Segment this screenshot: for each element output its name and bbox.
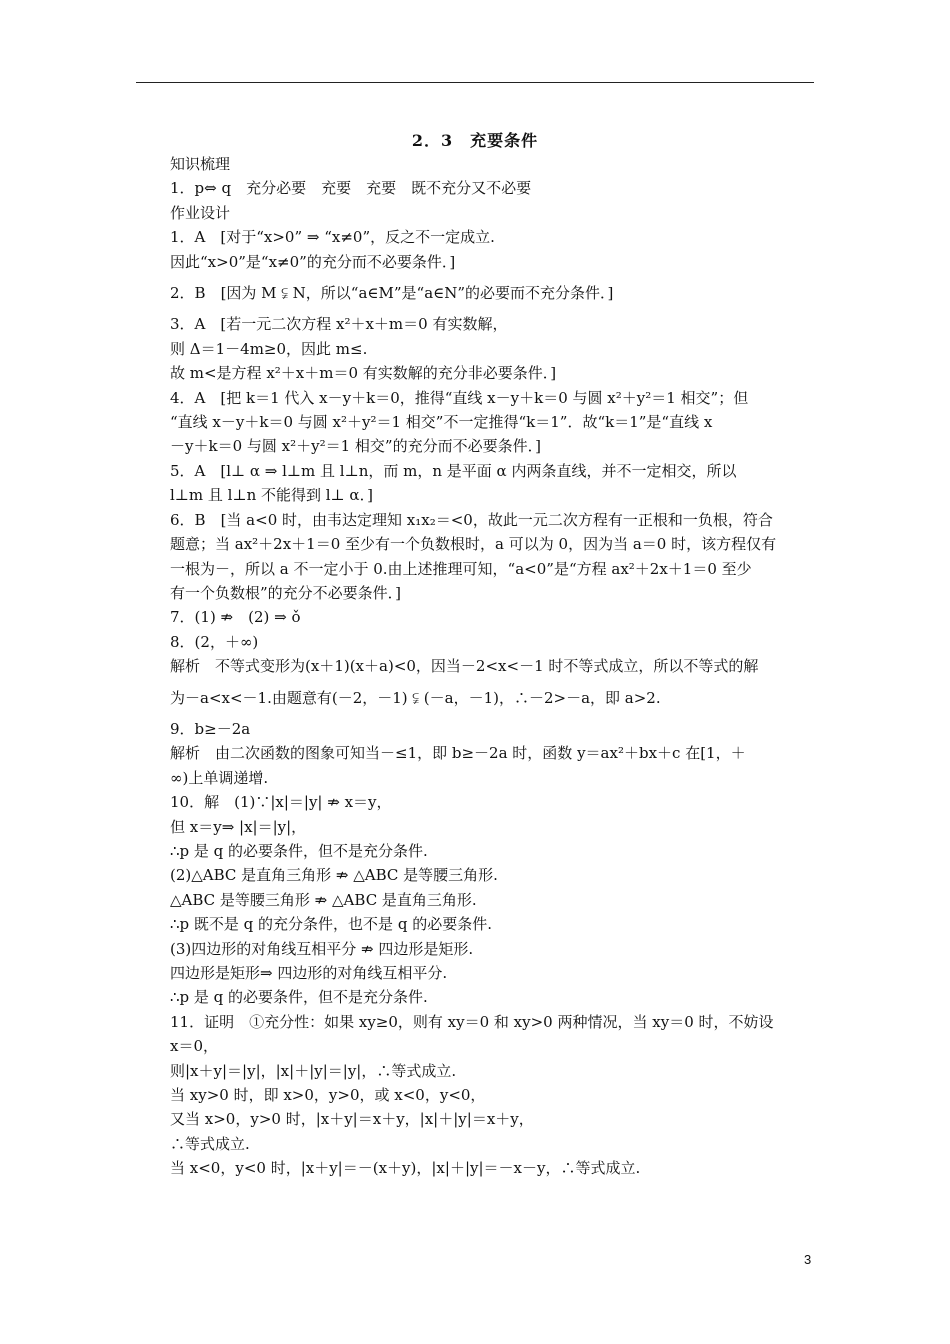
text-line: 9．b≥－2a (170, 719, 251, 738)
text-line: 因此“x>0”是“x≠0”的充分而不必要条件．] (170, 252, 456, 271)
text-line: 7．(1) ⇏ (2) ⇒ ǒ (170, 608, 301, 627)
section-title: 2．3 充要条件 (411, 131, 539, 150)
text-line: 8．(2，＋∞) (170, 632, 259, 651)
text-line: 解析 由二次函数的图象可知当－≤1，即 b≥－2a 时，函数 y＝ax²＋bx＋c 在[1，＋ (170, 744, 746, 763)
text-line: 则 Δ＝1－4m≥0，因此 m≤. (170, 339, 368, 358)
text-line: x＝0， (170, 1037, 219, 1056)
text-line: 1．p⇔ q 充分必要 充要 充要 既不充分又不必要 (170, 179, 532, 198)
text-line: －y＋k＝0 与圆 x²＋y²＝1 相交”的充分而不必要条件．] (170, 437, 541, 456)
text-line: 5．A [l⊥ α ⇒ l⊥m 且 l⊥n，而 m，n 是平面 α 内两条直线，并不一定相交，所以 (170, 461, 737, 480)
text-line: 解析 不等式变形为(x＋1)(x＋a)<0，因当－2<x<－1 时不等式成立，所以不等式的解 (170, 657, 759, 676)
text-line: 10．解 (1)∵|x|＝|y| ⇏ x＝y， (170, 793, 392, 812)
text-line: △ABC 是等腰三角形 ⇏ △ABC 是直角三角形. (170, 890, 477, 909)
text-line: 当 xy>0 时，即 x>0，y>0，或 x<0，y<0， (170, 1086, 486, 1105)
text-line: l⊥m 且 l⊥n 不能得到 l⊥ α．] (170, 486, 373, 505)
text-line: 则|x＋y|＝|y|，|x|＋|y|＝|y|，∴等式成立. (170, 1061, 457, 1080)
text-line: 又当 x>0，y>0 时，|x＋y|＝x＋y，|x|＋|y|＝x＋y， (170, 1110, 534, 1129)
text-line: 故 m<是方程 x²＋x＋m＝0 有实数解的充分非必要条件．] (170, 364, 557, 383)
text-line: ∴p 既不是 q 的充分条件，也不是 q 的必要条件. (170, 915, 492, 934)
text-line: 3．A [若一元二次方程 x²＋x＋m＝0 有实数解， (170, 315, 508, 334)
page-number: 3 (804, 1252, 812, 1267)
text-line: 一根为－，所以 a 不一定小于 0.由上述推理可知，“a<0”是“方程 ax²＋2x＋1＝0 至少 (170, 559, 752, 578)
text-line: 有一个负数根”的充分不必要条件．] (170, 583, 402, 602)
header-rule (136, 82, 814, 83)
text-line: 作业设计 (170, 203, 231, 222)
text-line: 4．A [把 k＝1 代入 x－y＋k＝0，推得“直线 x－y＋k＝0 与圆 x²＋y²＝1 相交”；但 (170, 388, 749, 407)
text-line: 知识梳理 (170, 155, 231, 173)
text-line: ∞)上单调递增. (170, 768, 269, 787)
text-line: 但 x＝y⇒ |x|＝|y|， (170, 817, 307, 836)
text-line: ∴p 是 q 的必要条件，但不是充分条件. (170, 988, 428, 1007)
text-line: 当 x<0，y<0 时，|x＋y|＝－(x＋y)，|x|＋|y|＝－x－y，∴等式成立. (170, 1159, 641, 1178)
text-line: 1．A [对于“x>0” ⇒ “x≠0”，反之不一定成立. (170, 228, 495, 247)
text-line: 四边形是矩形⇒ 四边形的对角线互相平分. (170, 964, 448, 982)
text-line: ∴等式成立. (170, 1134, 250, 1153)
text-line: 为－a<x<－1.由题意有(－2，－1) ⫋ (－a，－1)，∴－2>－a，即 a>2. (170, 688, 661, 707)
answer-body (170, 152, 818, 1181)
text-line: 2．B [因为 M ⫋ N，所以“a∈M”是“a∈N”的必要而不充分条件．] (170, 284, 614, 303)
text-line: 题意；当 ax²＋2x＋1＝0 至少有一个负数根时，a 可以为 0，因为当 a＝0 时，该方程仅有 (170, 535, 777, 554)
text-line: “直线 x－y＋k＝0 与圆 x²＋y²＝1 相交”不一定推得“k＝1”．故“k＝1”是“直线 x (170, 413, 713, 432)
text-line: ∴p 是 q 的必要条件，但不是充分条件. (170, 841, 428, 860)
text-line: 6．B [当 a<0 时，由韦达定理知 x₁x₂＝<0，故此一元二次方程有一正根和一负根，符合 (170, 510, 773, 529)
text-line: (3)四边形的对角线互相平分 ⇏ 四边形是矩形. (170, 939, 474, 958)
text-line: (2)△ABC 是直角三角形 ⇏ △ABC 是等腰三角形. (170, 866, 498, 885)
text-line: 11．证明 ①充分性：如果 xy≥0，则有 xy＝0 和 xy>0 两种情况，当 xy＝0 时，不妨设 (170, 1012, 774, 1031)
